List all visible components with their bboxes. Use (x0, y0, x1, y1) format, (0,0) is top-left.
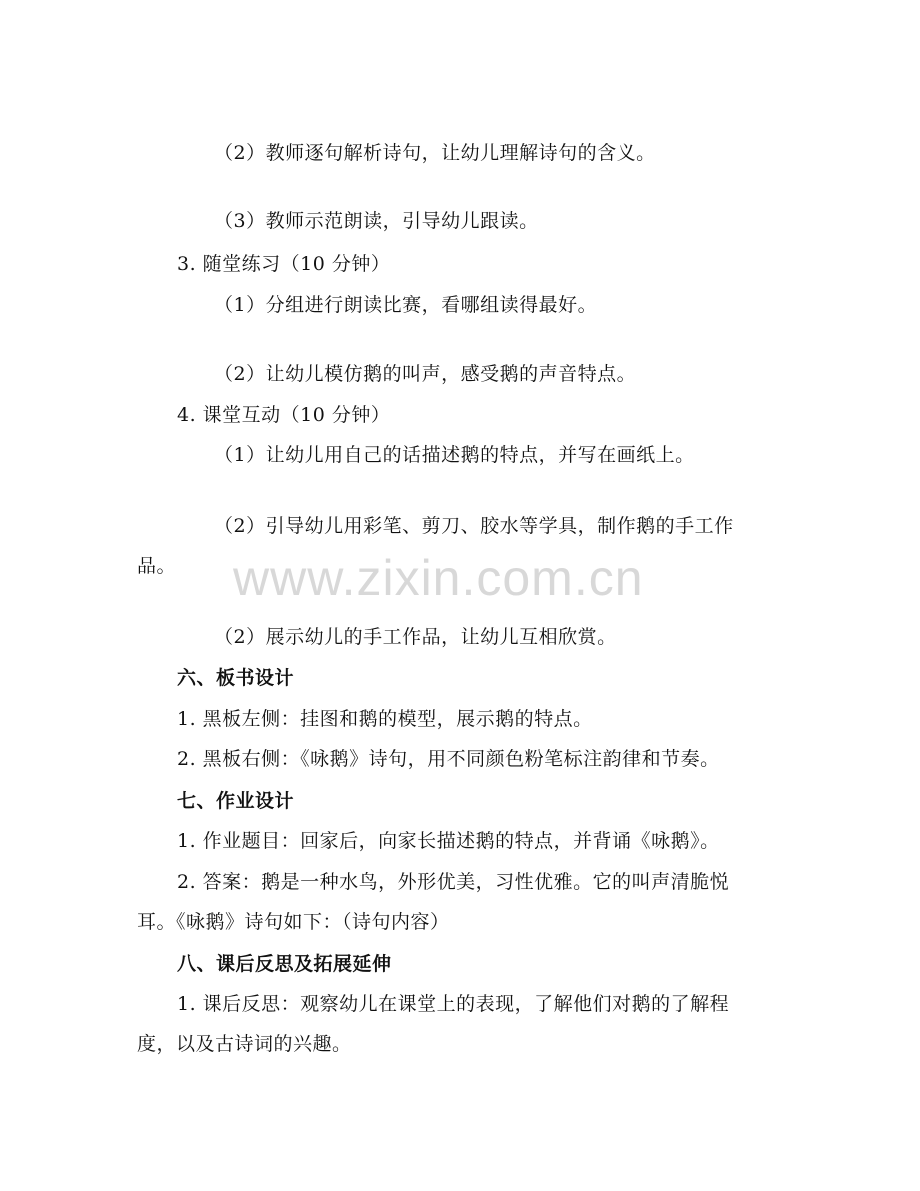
paragraph-line: 度，以及古诗词的兴趣。 (137, 1033, 352, 1055)
paragraph-line: 耳。《咏鹅》诗句如下：（诗句内容） (137, 911, 450, 933)
paragraph-line: 品。 (137, 555, 177, 577)
paragraph-line: （2）引导幼儿用彩笔、剪刀、胶水等学具，制作鹅的手工作 (214, 515, 734, 537)
paragraph-line: （1）让幼儿用自己的话描述鹅的特点，并写在画纸上。 (214, 444, 695, 466)
paragraph-line: （3）教师示范朗读，引导幼儿跟读。 (214, 210, 539, 232)
watermark: www.zixin.com.cn (233, 550, 644, 606)
section-heading: 六、板书设计 (177, 667, 295, 689)
section-heading: 八、课后反思及拓展延伸 (177, 953, 392, 975)
paragraph-line: 1. 课后反思：观察幼儿在课堂上的表现，了解他们对鹅的了解程 (177, 993, 730, 1015)
paragraph-line: 2. 黑板右侧：《咏鹅》诗句，用不同颜色粉笔标注韵律和节奏。 (177, 748, 720, 770)
paragraph-line: （2）教师逐句解析诗句，让幼儿理解诗句的含义。 (214, 142, 656, 164)
paragraph-line: 1. 黑板左侧：挂图和鹅的模型，展示鹅的特点。 (177, 708, 593, 730)
paragraph-line: （2）展示幼儿的手工作品，让幼儿互相欣赏。 (214, 626, 617, 648)
paragraph-line: 2. 答案：鹅是一种水鸟，外形优美，习性优雅。它的叫声清脆悦 (177, 871, 730, 893)
list-item-heading: 3. 随堂练习（10 分钟） (177, 253, 391, 275)
paragraph-line: （2）让幼儿模仿鹅的叫声，感受鹅的声音特点。 (214, 363, 637, 385)
section-heading: 七、作业设计 (177, 790, 295, 812)
paragraph-line: （1）分组进行朗读比赛，看哪组读得最好。 (214, 294, 598, 316)
paragraph-line: 1. 作业题目：回家后，向家长描述鹅的特点，并背诵《咏鹅》。 (177, 830, 720, 852)
list-item-heading: 4. 课堂互动（10 分钟） (177, 404, 391, 426)
